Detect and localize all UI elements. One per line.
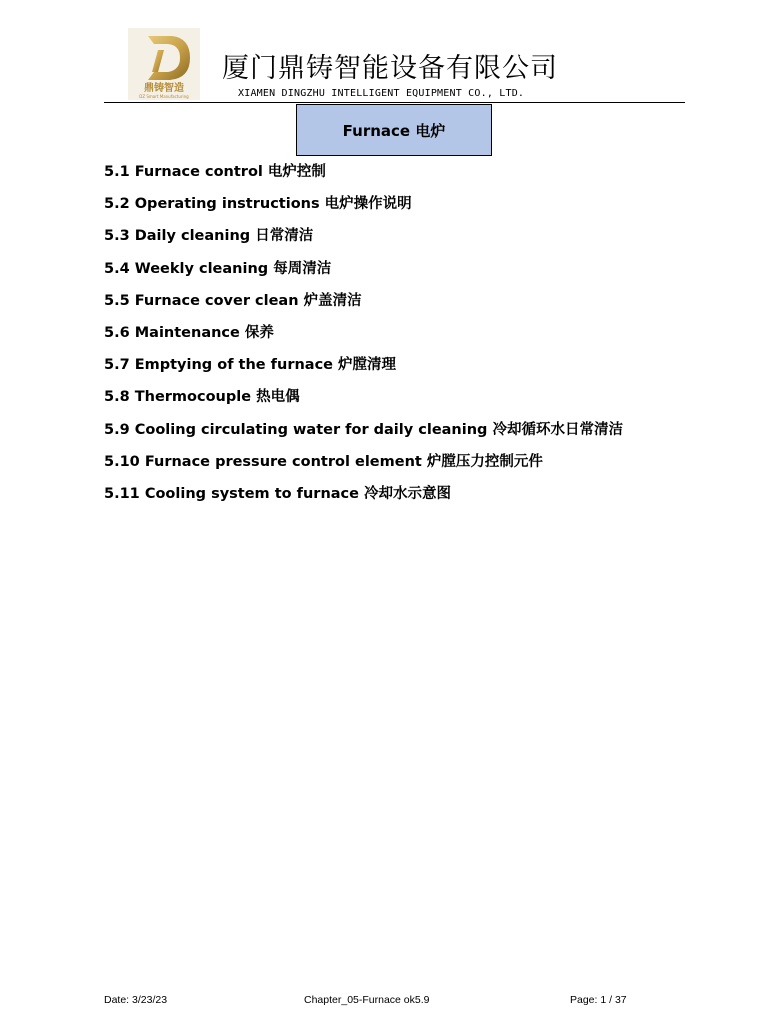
footer-page-number: Page: 1 / 37 bbox=[570, 994, 627, 1006]
toc-item: 5.9 Cooling circulating water for daily cleaning 冷却循环水日常清洁 bbox=[104, 421, 623, 438]
toc-item: 5.1 Furnace control 电炉控制 bbox=[104, 164, 326, 180]
toc-item: 5.3 Daily cleaning 日常清洁 bbox=[104, 228, 314, 245]
company-name-en: XIAMEN DINGZHU INTELLIGENT EQUIPMENT CO., LTD. bbox=[238, 88, 525, 99]
toc-item: 5.8 Thermocouple 热电偶 bbox=[104, 389, 300, 406]
toc-item: 5.6 Maintenance 保养 bbox=[104, 324, 274, 341]
footer-filename: Chapter_05-Furnace ok5.9 bbox=[304, 994, 430, 1006]
page-title: Furnace 电炉 bbox=[296, 104, 492, 156]
company-name: 厦门鼎铸智能设备有限公司 bbox=[222, 53, 558, 84]
toc-item: 5.11 Cooling system to furnace 冷却水示意图 bbox=[104, 485, 452, 502]
toc-item: 5.7 Emptying of the furnace 炉膛清理 bbox=[104, 357, 397, 374]
footer-date: Date: 3/23/23 bbox=[104, 994, 168, 1006]
toc-item: 5.4 Weekly cleaning 每周清洁 bbox=[104, 260, 332, 277]
table-of-contents bbox=[104, 162, 623, 516]
toc-item: 5.5 Furnace cover clean 炉盖清洁 bbox=[104, 292, 362, 309]
toc-item: 5.10 Furnace pressure control element 炉膛压力控制元件 bbox=[104, 453, 543, 470]
header-divider bbox=[104, 102, 685, 103]
logo-text: 鼎铸智造 bbox=[144, 83, 184, 94]
toc-item: 5.2 Operating instructions 电炉操作说明 bbox=[104, 196, 412, 213]
logo-subtext: DZ Smart Manufacturing bbox=[139, 94, 189, 99]
company-logo bbox=[128, 28, 200, 100]
